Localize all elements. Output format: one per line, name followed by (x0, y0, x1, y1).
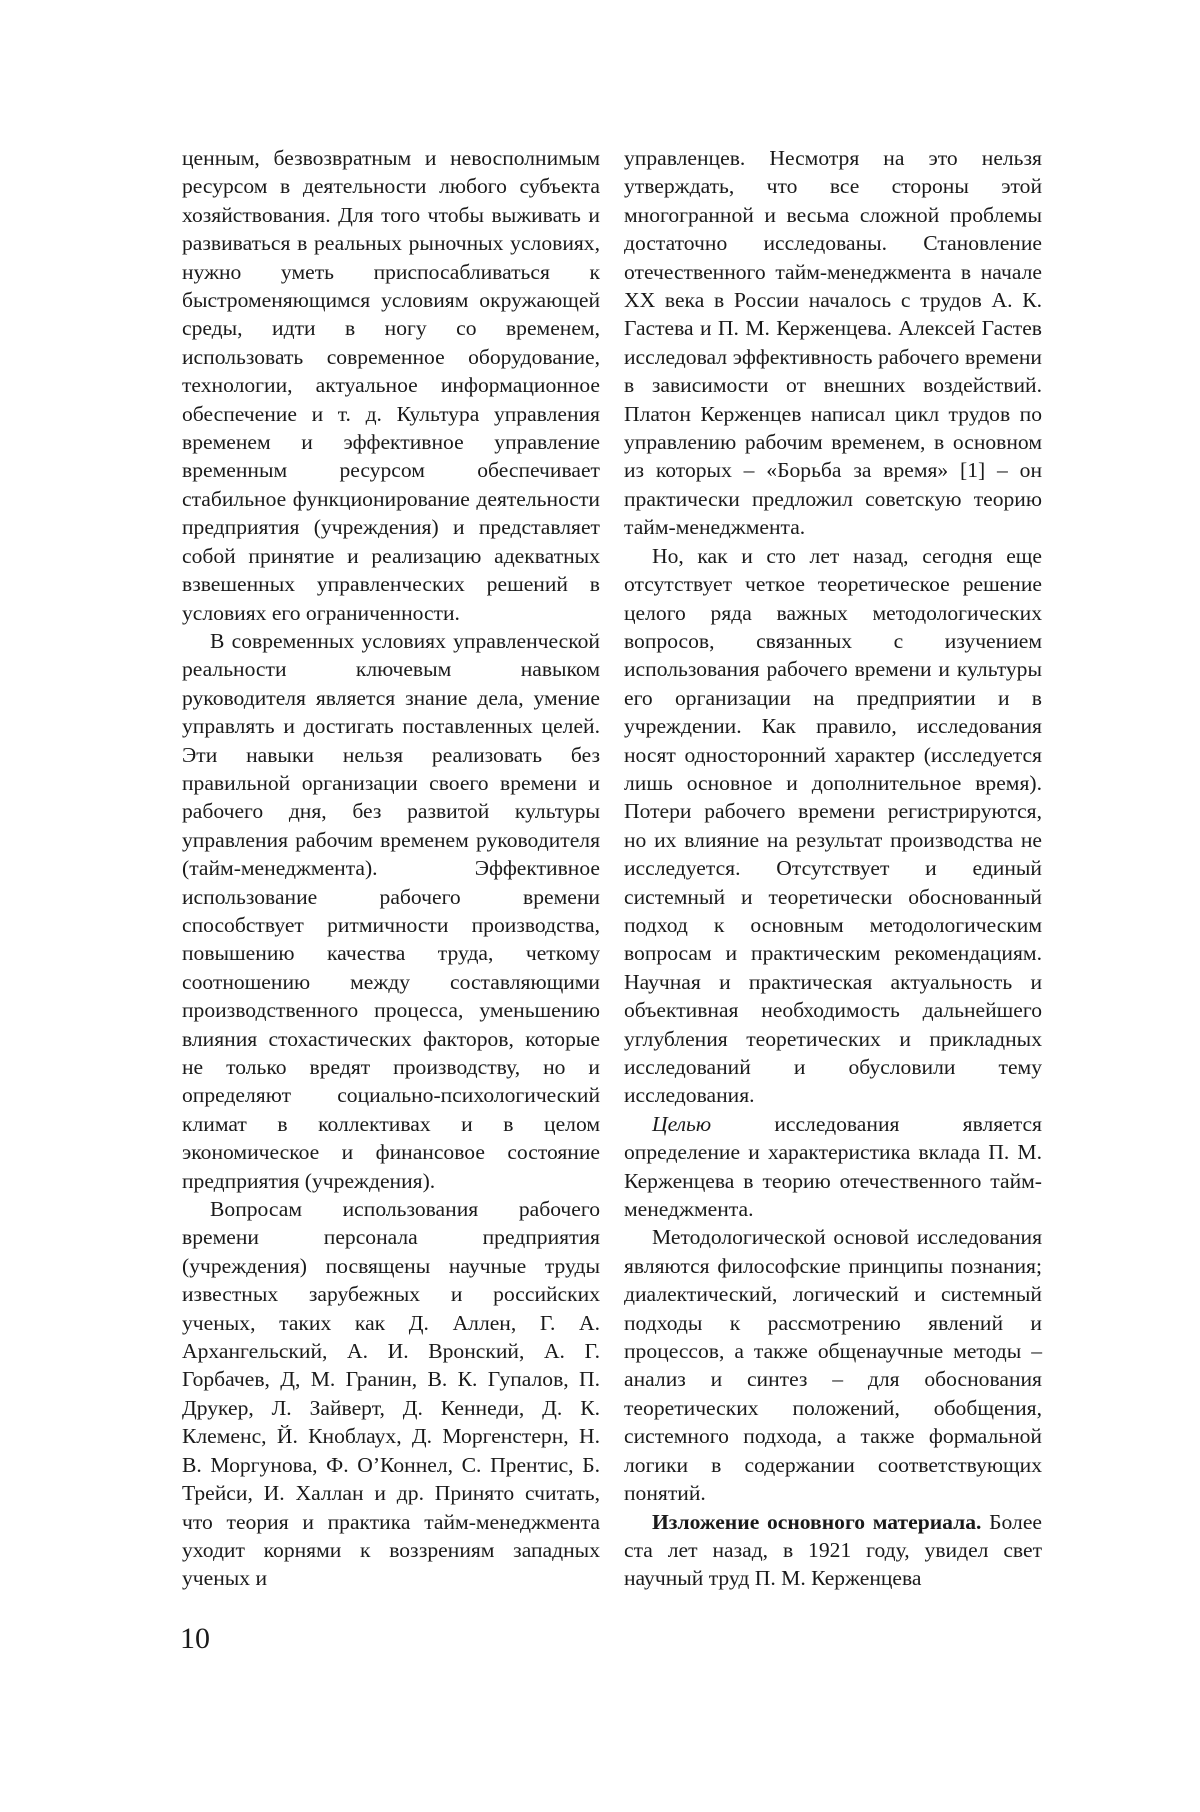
paragraph-left-1: ценным, безвозвратным и невосполнимым ресурсом в деятельности любого субъекта хозяйствования. Для того чтобы выживать и развиваться в реальных рыночных условиях, нужно уметь приспосабливаться к быстроменяющимся условиям окружающей среды, идти в ногу со временем, использовать современное оборудование, технологии, актуальное информационное обеспечение и т. д. Культура управления временем и эффективное управление временным ресурсом обеспечивает стабильное функционирование деятельности предприятия (учреждения) и представляет собой принятие и реализацию адекватных взвешенных управленческих решений в условиях его ограниченности. (182, 146, 600, 625)
paragraph-left-2: В современных условиях управленческой реальности ключевым навыком руководителя является знание дела, умение управлять и достигать поставленных целей. Эти навыки нельзя реализовать без правильной организации своего времени и рабочего дня, без развитой культуры управления рабочим временем руководителя (тайм-менеджмента). Эффективное использование рабочего времени способствует ритмичности производства, повышению качества труда, четкому соотношению между составляющими производственного процесса, уменьшению влияния стохастических факторов, которые не только вредят производству, но и определяют социально-психологический климат в коллективах и в целом экономическое и финансовое состояние предприятия (учреждения). (182, 628, 600, 1193)
right-column (624, 144, 1042, 1593)
page-number: 10 (180, 1622, 210, 1655)
paragraph-right-1: управленцев. Несмотря на это нельзя утверждать, что все стороны этой многогранной и весьма сложной проблемы достаточно исследованы. Становление отечественного тайм-менеджмента в начале XX века в России началось с трудов А. К. Гастева и П. М. Керженцева. Алексей Гастев исследовал эффективность рабочего времени в зависимости от внешних воздействий. Платон Керженцев написал цикл трудов по управлению рабочим временем, в основном из которых – «Борьба за время» [1] – он практически предложил советскую теорию тайм-менеджмента. (624, 146, 1042, 540)
paragraph-right-2: Но, как и сто лет назад, сегодня еще отсутствует четкое теоретическое решение целого ряда важных методологических вопросов, связанных с изучением использования рабочего времени и культуры его организации на предприятии и в учреждении. Как правило, исследования носят односторонний характер (исследуется лишь основное и дополнительное время). Потери рабочего времени регистрируются, но их влияние на результат производства не исследуется. Отсутствует и единый системный и теоретически обоснованный подход к основным методологическим вопросам и практическим рекомендациям. Научная и практическая актуальность и объективная необходимость дальнейшего углубления теоретических и прикладных исследований и обусловили тему исследования. (624, 543, 1042, 1108)
paragraph-methodology: Методологической основой исследования являются философские принципы познания; диалектический, логический и системный подходы к рассмотрению явлений и процессов, а также общенаучные методы – анализ и синтез – для обоснования теоретических положений, обобщения, системного подхода, а также формальной логики в содержании соответствующих понятий. (624, 1225, 1042, 1506)
main-material-heading: Изложение основного материала. (652, 1509, 982, 1534)
goal-text: исследования является определение и характеристика вклада П. М. Керженцева в теорию отечественного тайм-менеджмента. (624, 1111, 1042, 1222)
left-column (182, 144, 600, 1593)
goal-term: Целью (652, 1111, 712, 1136)
paragraph-goal (624, 1110, 1042, 1224)
paragraph-left-3: Вопросам использования рабочего времени персонала предприятия (учреждения) посвящены научные труды известных зарубежных и российских ученых, таких как Д. Аллен, Г. А. Архангельский, А. И. Вронский, А. Г. Горбачев, Д, М. Гранин, В. К. Гупалов, П. Друкер, Л. Зайверт, Д. Кеннеди, Д. К. Клеменс, Й. Кноблаух, Д. Моргенстерн, Н. В. Моргунова, Ф. О’Коннел, С. Прентис, Б. Трейси, И. Халлан и др. Принято считать, что теория и практика тайм-менеджмента уходит корнями к воззрениям западных ученых и (182, 1197, 600, 1591)
paragraph-main-material (624, 1508, 1042, 1593)
main-material-text: Более ста лет назад, в 1921 году, увидел свет научный труд П. М. Керженцева (624, 1509, 1042, 1591)
